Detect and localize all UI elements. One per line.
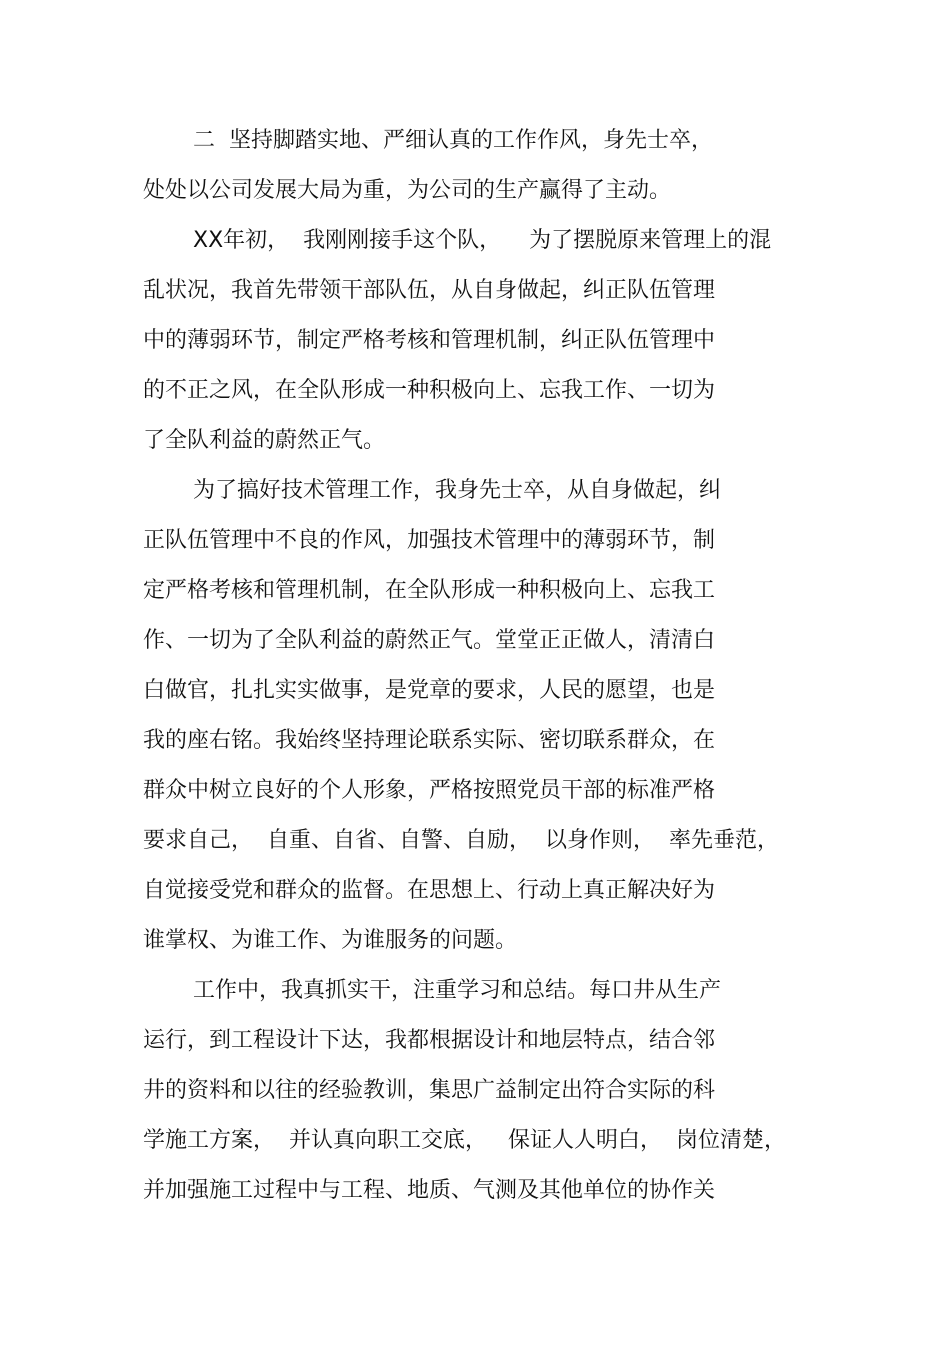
text-line: 我的座右铭。我始终坚持理论联系实际、密切联系群众，在 (143, 728, 716, 753)
text-line: 学施工方案， 并认真向职工交底， 保证人人明白， 岗位清楚， (143, 1128, 786, 1153)
text-line: 要求自己， 自重、自省、自警、自励， 以身作则， 率先垂范， (143, 828, 779, 853)
text-line: 并加强施工过程中与工程、地质、气测及其他单位的协作关 (143, 1178, 716, 1203)
text-line: 谁掌权、为谁工作、为谁服务的问题。 (143, 928, 518, 953)
text-line: 工作中，我真抓实干，注重学习和总结。每口井从生产 (193, 978, 722, 1003)
text-line: 正队伍管理中不良的作风，加强技术管理中的薄弱环节，制 (143, 528, 716, 553)
text-line: 定严格考核和管理机制，在全队形成一种积极向上、忘我工 (143, 578, 716, 603)
text-line: 自觉接受党和群众的监督。在思想上、行动上真正解决好为 (143, 878, 716, 903)
text-line: 作、一切为了全队利益的蔚然正气。堂堂正正做人，清清白 (143, 628, 716, 653)
text-line: 为了搞好技术管理工作，我身先士卒，从自身做起，纠 (193, 478, 722, 503)
text-line: 乱状况，我首先带领干部队伍，从自身做起，纠正队伍管理 (143, 278, 716, 303)
text-line: 的不正之风，在全队形成一种积极向上、忘我工作、一切为 (143, 378, 716, 403)
text-line: 处处以公司发展大局为重，为公司的生产赢得了主动。 (143, 178, 672, 203)
text-line: 群众中树立良好的个人形象，严格按照党员干部的标准严格 (143, 778, 716, 803)
text-line: 井的资料和以往的经验教训，集思广益制定出符合实际的科 (143, 1078, 716, 1103)
text-line: XX年初， 我刚刚接手这个队， 为了摆脱原来管理上的混 (193, 228, 772, 253)
text-line: 白做官，扎扎实实做事，是党章的要求，人民的愿望，也是 (143, 678, 716, 703)
text-line: 运行，到工程设计下达，我都根据设计和地层特点，结合邻 (143, 1028, 716, 1053)
text-line: 了全队利益的蔚然正气。 (143, 428, 386, 453)
text-line: 二 坚持脚踏实地、严细认真的工作作风，身先士卒， (193, 128, 713, 153)
text-line: 中的薄弱环节，制定严格考核和管理机制，纠正队伍管理中 (143, 328, 716, 353)
